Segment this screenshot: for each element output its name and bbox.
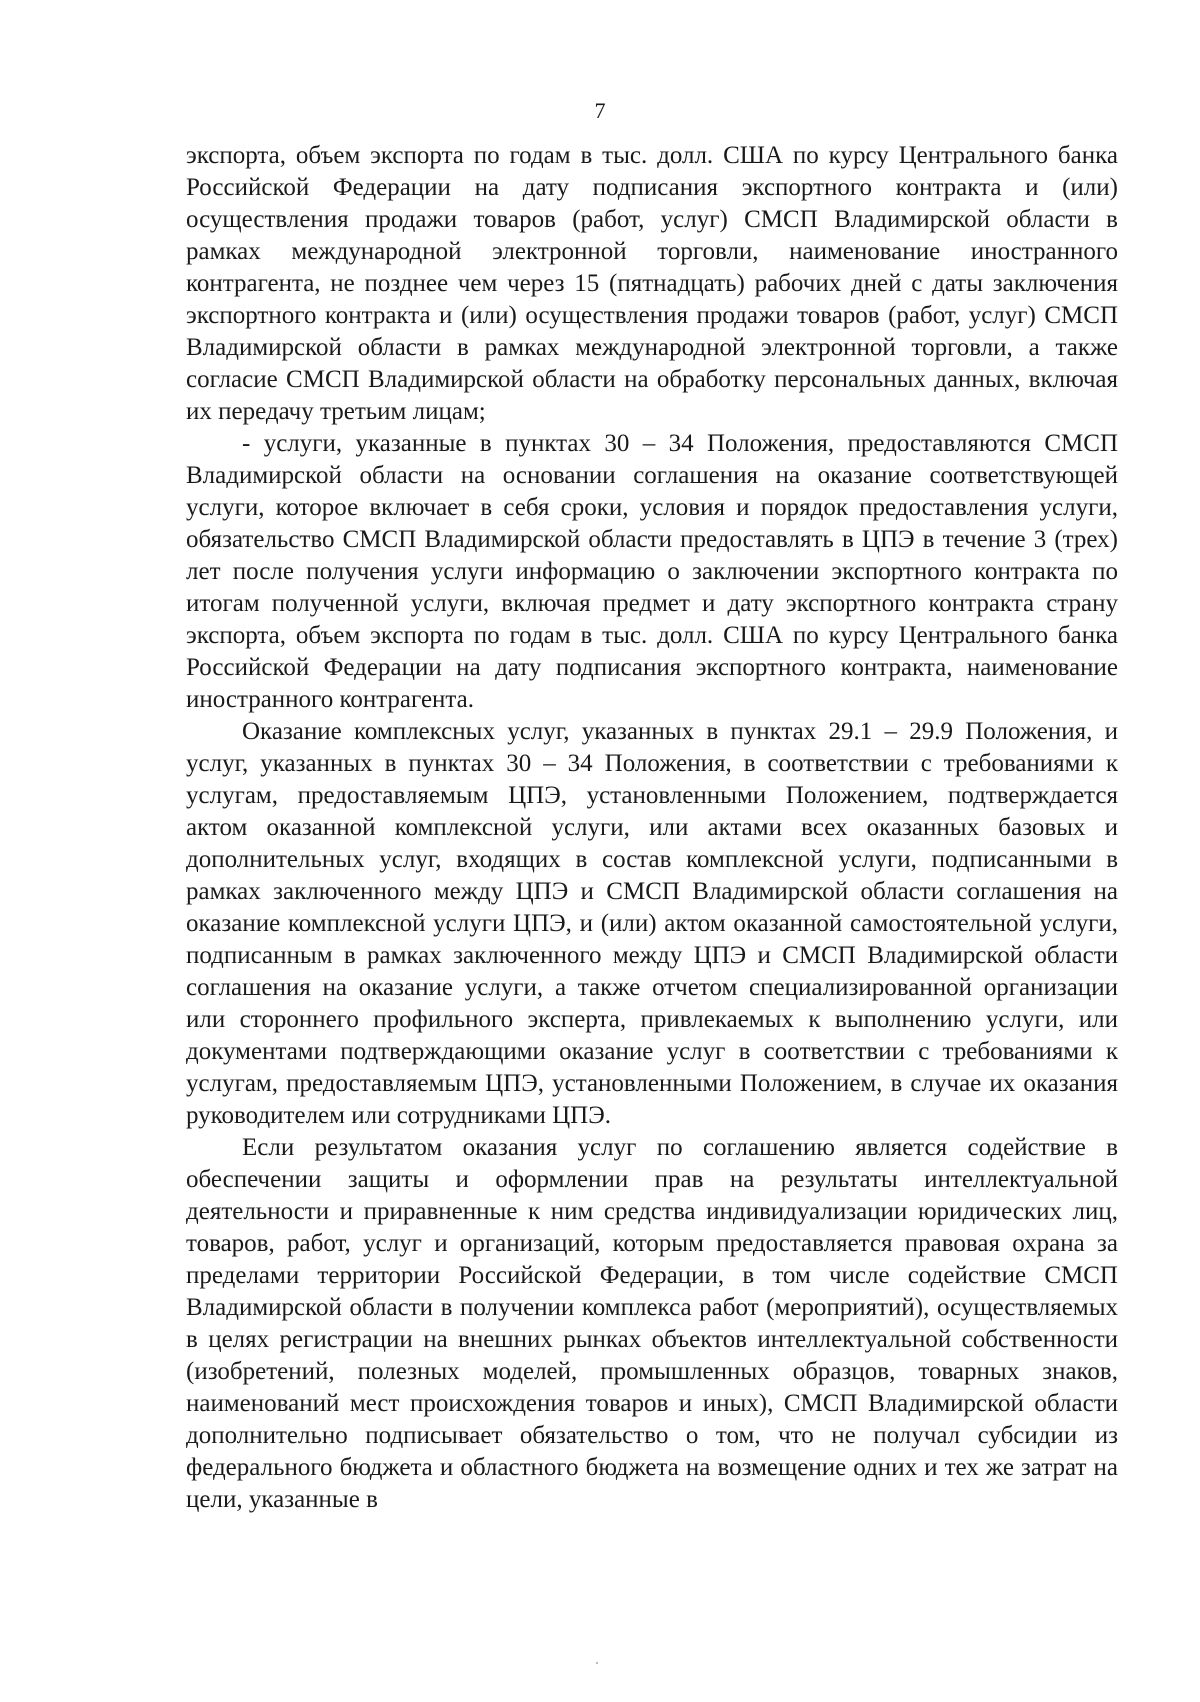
paragraph-services-agreement: - услуги, указанные в пунктах 30 – 34 Положения, предоставляются СМСП Владимирской области на основании соглашения на оказание соответствующей услуги, которое включает в себя сроки, условия и порядок предоставления услуги, обязательство СМСП Владимирской области предоставлять в ЦПЭ в течение 3 (трех) лет после получения услуги информацию о заключении экспортного контракта по итогам полученной услуги, включая предмет и дату экспортного контракта страну экспорта, объем экспорта по годам в тыс. долл. США по курсу Центрального банка Российской Федерации на дату подписания экспортного контракта, наименование иностранного контрагента. [186,430,1118,713]
paragraph-ip-protection: Если результатом оказания услуг по соглашению является содействие в обеспечении защиты и оформлении прав на результаты интеллектуальной деятельности и приравненные к ним средства индивидуализации юридических лиц, товаров, работ, услуг и организаций, которым предоставляется правовая охрана за пределами территории Российской Федерации, в том числе содействие СМСП Владимирской области в получении комплекса работ (мероприятий), осуществляемых в целях регистрации на внешних рынках объектов интеллектуальной собственности (изобретений, полезных моделей, промышленных образцов, товарных знаков, наименований мест происхождения товаров и иных), СМСП Владимирской области дополнительно подписывает обязательство о том, что не получал субсидии из федерального бюджета и областного бюджета на возмещение одних и тех же затрат на цели, указанные в [186,1134,1118,1513]
scan-dot [596,1662,598,1664]
page-number: 7 [594,98,606,123]
text-body [186,140,1118,1516]
paragraph-complex-services: Оказание комплексных услуг, указанных в пунктах 29.1 – 29.9 Положения, и услуг, указанных в пунктах 30 – 34 Положения, в соответствии с требованиями к услугам, предоставляемым ЦПЭ, установленными Положением, подтверждается актом оказанной комплексной услуги, или актами всех оказанных базовых и дополнительных услуг, входящих в состав комплексной услуги, подписанными в рамках заключенного между ЦПЭ и СМСП Владимирской области соглашения на оказание комплексной услуги ЦПЭ, и (или) актом оказанной самостоятельной услуги, подписанным в рамках заключенного между ЦПЭ и СМСП Владимирской области соглашения на оказание услуги, а также отчетом специализированной организации или стороннего профильного эксперта, привлекаемых к выполнению услуги, или документами подтверждающими оказание услуг в соответствии с требованиями к услугам, предоставляемым ЦПЭ, установленными Положением, в случае их оказания руководителем или сотрудниками ЦПЭ. [186,718,1118,1129]
paragraph-continuation: экспорта, объем экспорта по годам в тыс. долл. США по курсу Центрального банка Российской Федерации на дату подписания экспортного контракта и (или) осуществления продажи товаров (работ, услуг) СМСП Владимирской области в рамках международной электронной торговли, наименование иностранного контрагента, не позднее чем через 15 (пятнадцать) рабочих дней с даты заключения экспортного контракта и (или) осуществления продажи товаров (работ, услуг) СМСП Владимирской области в рамках международной электронной торговли, а также согласие СМСП Владимирской области на обработку персональных данных, включая их передачу третьим лицам; [186,142,1118,425]
